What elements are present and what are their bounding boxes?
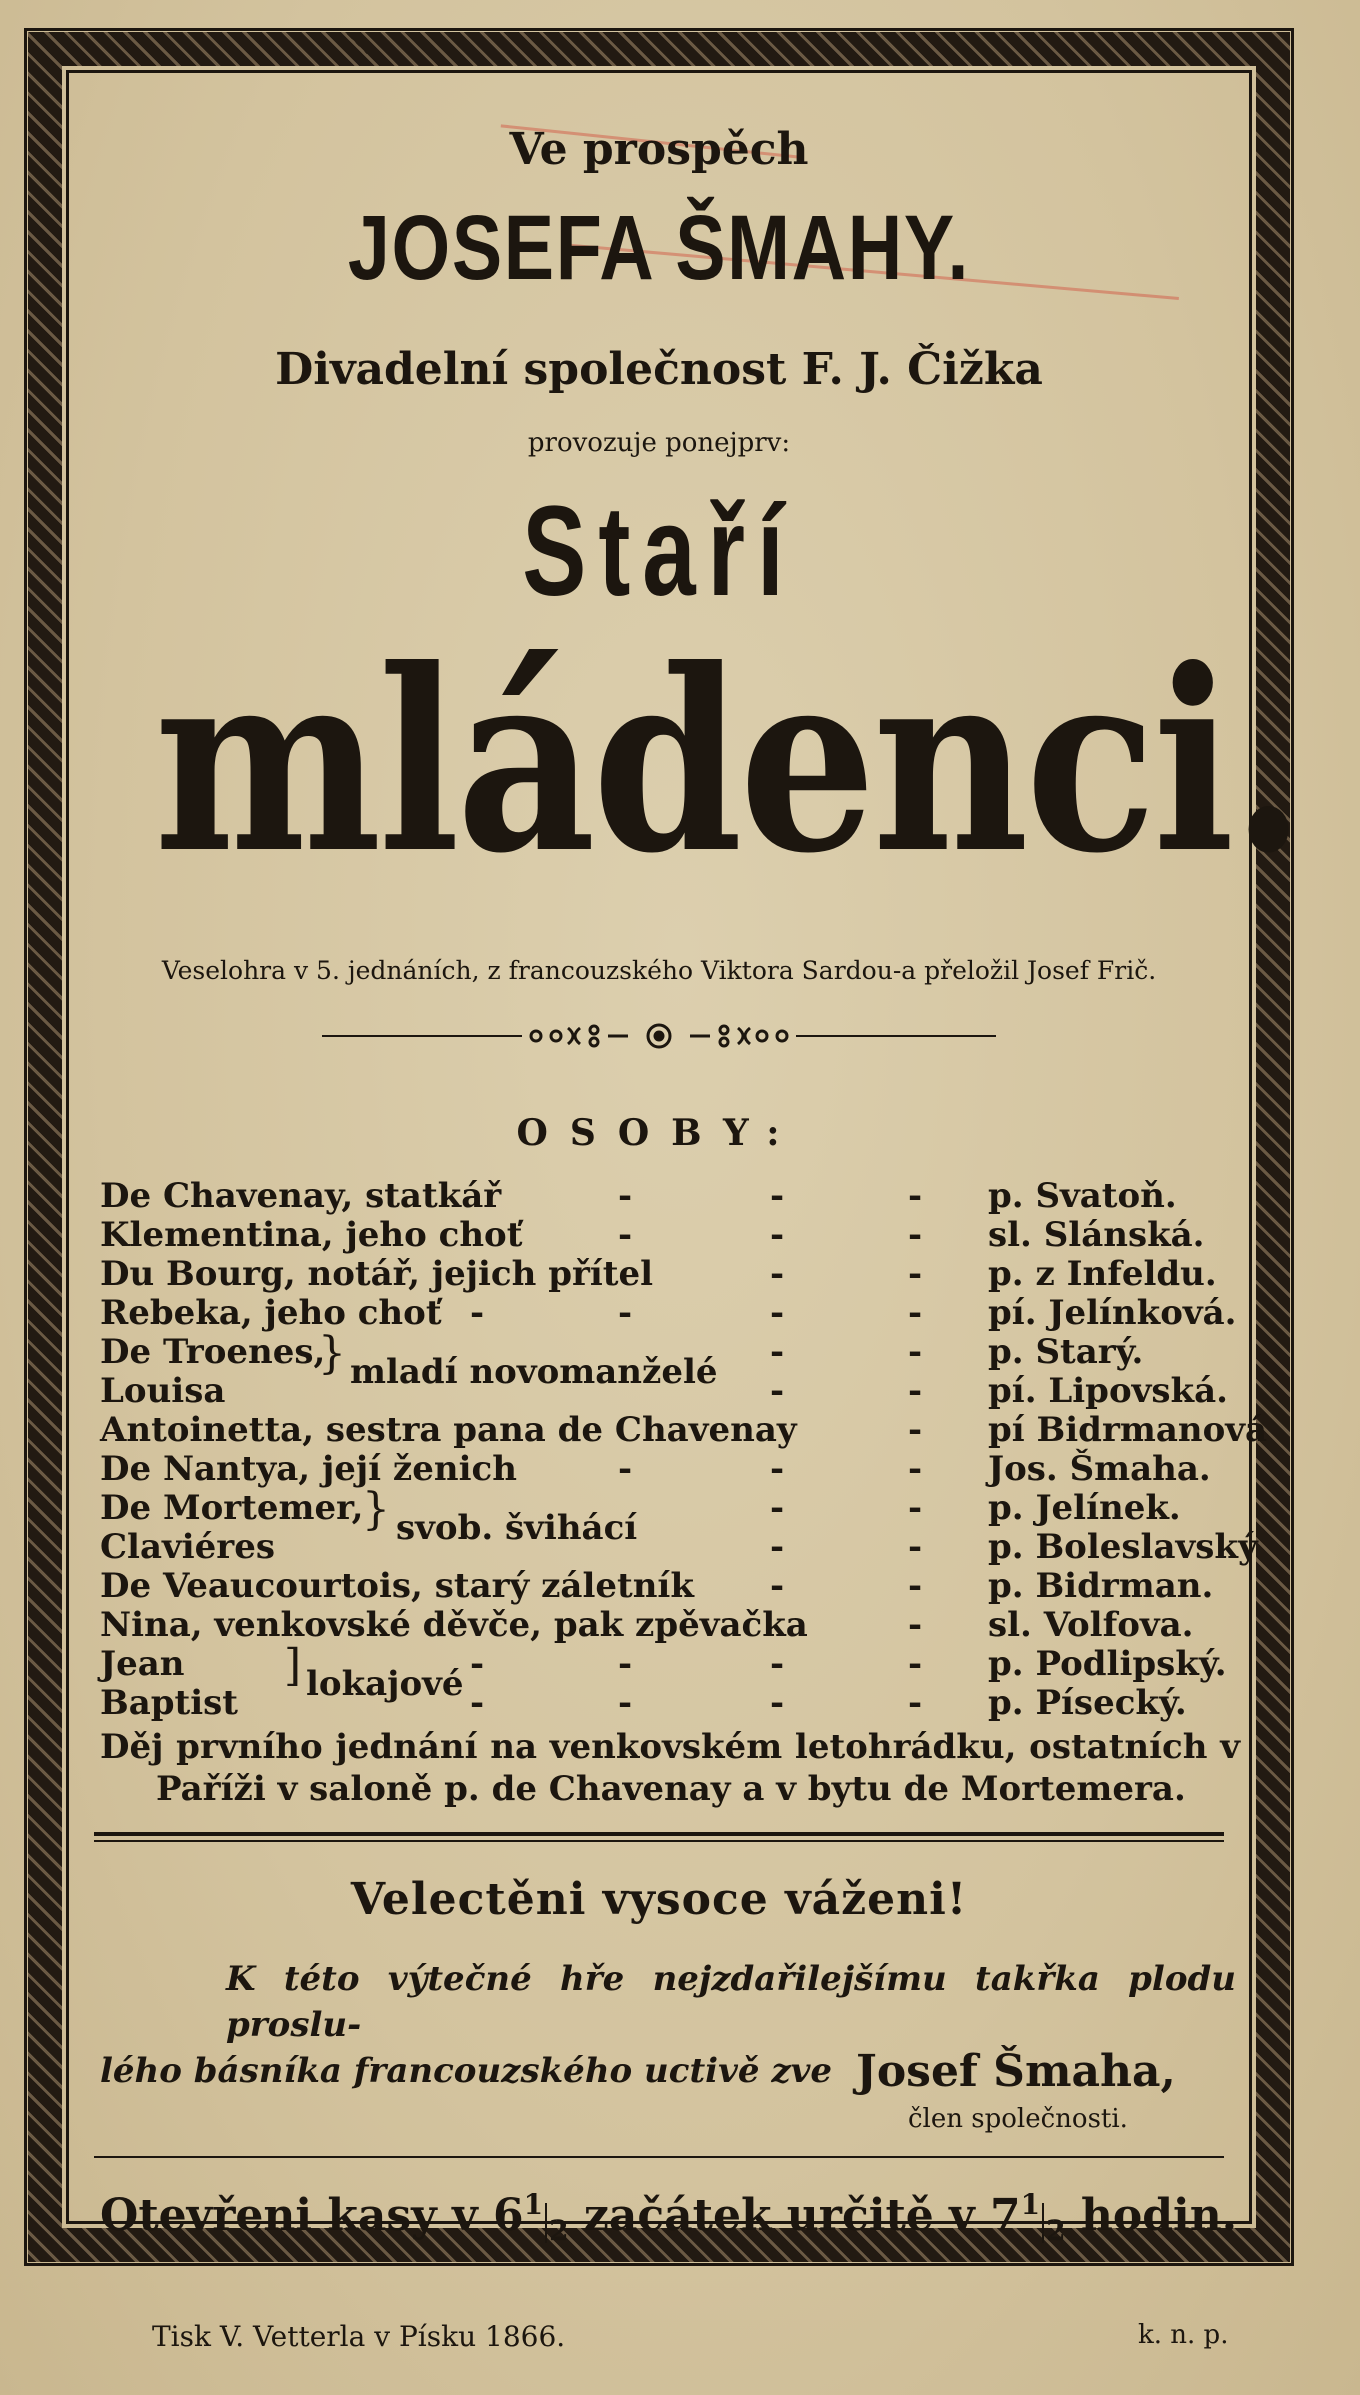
brace-lackeys-icon: ] xyxy=(284,1640,302,1691)
printer-imprint: Tisk V. Vetterla v Písku 1866. xyxy=(152,2320,566,2353)
cast-row: De Chavenay, statkář - - - p. Svatoň. xyxy=(100,1176,1177,1216)
cast-row: De Nantya, její ženich - - - Jos. Šmaha. xyxy=(100,1449,1211,1489)
cast-role: Nina, venkovské děvče, pak zpěvačka xyxy=(100,1605,808,1645)
cast-actor: sl. Slánská. xyxy=(988,1215,1205,1255)
brace-dandies-icon: } xyxy=(362,1484,390,1535)
cast-role: De Chavenay, statkář xyxy=(100,1176,502,1216)
cast-role: Klementina, jeho choť xyxy=(100,1215,523,1255)
cast-actor: pí. Lipovská. xyxy=(988,1371,1228,1411)
cast-role: Antoinetta, sestra pana de Chavenay xyxy=(100,1410,797,1450)
theatre-company: Divadelní společnost F. J. Čižka xyxy=(275,344,1043,395)
cast-actor: p. Boleslavský xyxy=(988,1527,1258,1567)
cast-row: Du Bourg, notář, jejich přítel - - p. z Infeldu. xyxy=(100,1254,1217,1294)
cast-heading: OSOBY: xyxy=(516,1112,802,1154)
cast-actor: p. Bidrman. xyxy=(988,1566,1214,1606)
cast-actor: Jos. Šmaha. xyxy=(988,1449,1211,1489)
cast-role: Louisa xyxy=(100,1371,226,1411)
cast-actor: p. Starý. xyxy=(988,1332,1144,1372)
brace-newlyweds-icon: } xyxy=(318,1328,346,1379)
scene-description xyxy=(100,1726,1240,1810)
beneficiary-name: JOSEFA ŠMAHY. xyxy=(347,197,971,299)
cast-role: Jean xyxy=(100,1644,185,1684)
cast-role: Rebeka, jeho choť xyxy=(100,1293,442,1333)
cast-role: Baptist xyxy=(100,1683,239,1723)
cast-role: De Nantya, její ženich xyxy=(100,1449,517,1489)
divider-rule xyxy=(94,2156,1224,2158)
signer-name: Josef Šmaha, xyxy=(856,2046,1176,2097)
cast-role: De Troenes, xyxy=(100,1332,326,1372)
pre-title: Ve prospěch xyxy=(509,124,809,175)
poster-content xyxy=(72,76,1303,2247)
fraction-half xyxy=(1020,2188,1066,2247)
cast-row: Nina, venkovské děvče, pak zpěvačka - sl. Volfova. xyxy=(100,1605,1194,1645)
cast-row: Claviéres - - p. Boleslavský xyxy=(100,1527,1258,1567)
cast-row: Baptist - - - - p. Písecký. xyxy=(100,1683,1187,1723)
cast-actor: pí Bidrmanová xyxy=(988,1410,1268,1450)
invitation-line-1: K této výtečné hře nejzdařilejšímu takřka plodu proslu- xyxy=(226,1959,1236,2045)
group-label-dandies: svob. švihácí xyxy=(396,1508,638,1548)
greeting: Velectěni vysoce váženi! xyxy=(350,1874,968,1925)
cast-list xyxy=(100,1176,1268,1723)
cast-role: De Mortemer, xyxy=(100,1488,364,1528)
cast-row: De Troenes, - - p. Starý. xyxy=(100,1332,1144,1372)
fraction-numerator: 1 xyxy=(523,2188,544,2221)
cast-role: Du Bourg, notář, jejich přítel xyxy=(100,1254,654,1294)
cast-actor: p. Jelínek. xyxy=(988,1488,1181,1528)
cast-actor: p. z Infeldu. xyxy=(988,1254,1217,1294)
invitation-line-2: lého básníka francouzského uctivě zve xyxy=(100,2051,833,2091)
fraction-denominator: 2 xyxy=(1046,2214,1066,2247)
cast-actor: p. Svatoň. xyxy=(988,1176,1177,1216)
fraction-denominator: 2 xyxy=(549,2214,569,2247)
divider-rule xyxy=(94,1832,1224,1836)
cast-row: Rebeka, jeho choť - - - - pí. Jelínková. xyxy=(100,1293,1237,1333)
fraction-numerator: 1 xyxy=(1020,2188,1041,2221)
fraction-half xyxy=(523,2188,569,2247)
ornament-divider xyxy=(322,1016,996,1056)
hours-suffix: hodin. xyxy=(1065,2190,1238,2241)
opening-hours xyxy=(100,2188,1240,2247)
cast-row: Louisa - - pí. Lipovská. xyxy=(100,1371,1228,1411)
cast-row: Antoinetta, sestra pana de Chavenay - pí Bidrmanová xyxy=(100,1410,1268,1450)
cast-row: Jean - - - - p. Podlipský. xyxy=(100,1644,1227,1684)
divider-rule xyxy=(94,1840,1224,1842)
cast-role: De Veaucourtois, starý záletník xyxy=(100,1566,694,1606)
play-subtitle: Veselohra v 5. jednáních, z francouzského Viktora Sardou-a přeložil Josef Frič. xyxy=(161,956,1157,985)
performs-note: provozuje ponejprv: xyxy=(527,428,791,458)
play-title-line2: mládenci. xyxy=(154,614,1303,908)
cast-actor: sl. Volfova. xyxy=(988,1605,1194,1645)
hours-prefix: Otevřeni kasy v 6 xyxy=(100,2190,524,2241)
scene-line-2: Paříži v saloně p. de Chavenay a v bytu de Mortemera. xyxy=(156,1769,1186,1809)
cast-actor: p. Podlipský. xyxy=(988,1644,1227,1684)
cast-row: Klementina, jeho choť - - - sl. Slánská. xyxy=(100,1215,1205,1255)
group-label-lackeys: lokajové xyxy=(306,1664,464,1704)
cast-row: De Mortemer, - - p. Jelínek. xyxy=(100,1488,1181,1528)
cast-actor: p. Písecký. xyxy=(988,1683,1187,1723)
footer-mark: k. n. p. xyxy=(1138,2320,1229,2350)
hours-middle: začátek určitě v 7 xyxy=(568,2190,1021,2241)
play-title-line1: Staří xyxy=(522,480,796,623)
cast-actor: pí. Jelínková. xyxy=(988,1293,1237,1333)
scene-line-1: Děj prvního jednání na venkovském letohrádku, ostatních v xyxy=(100,1727,1240,1767)
group-label-newlyweds: mladí novomanželé xyxy=(350,1352,718,1392)
cast-role: Claviéres xyxy=(100,1527,275,1567)
cast-row: De Veaucourtois, starý záletník - - p. Bidrman. xyxy=(100,1566,1214,1606)
signer-role: člen společnosti. xyxy=(908,2104,1128,2134)
